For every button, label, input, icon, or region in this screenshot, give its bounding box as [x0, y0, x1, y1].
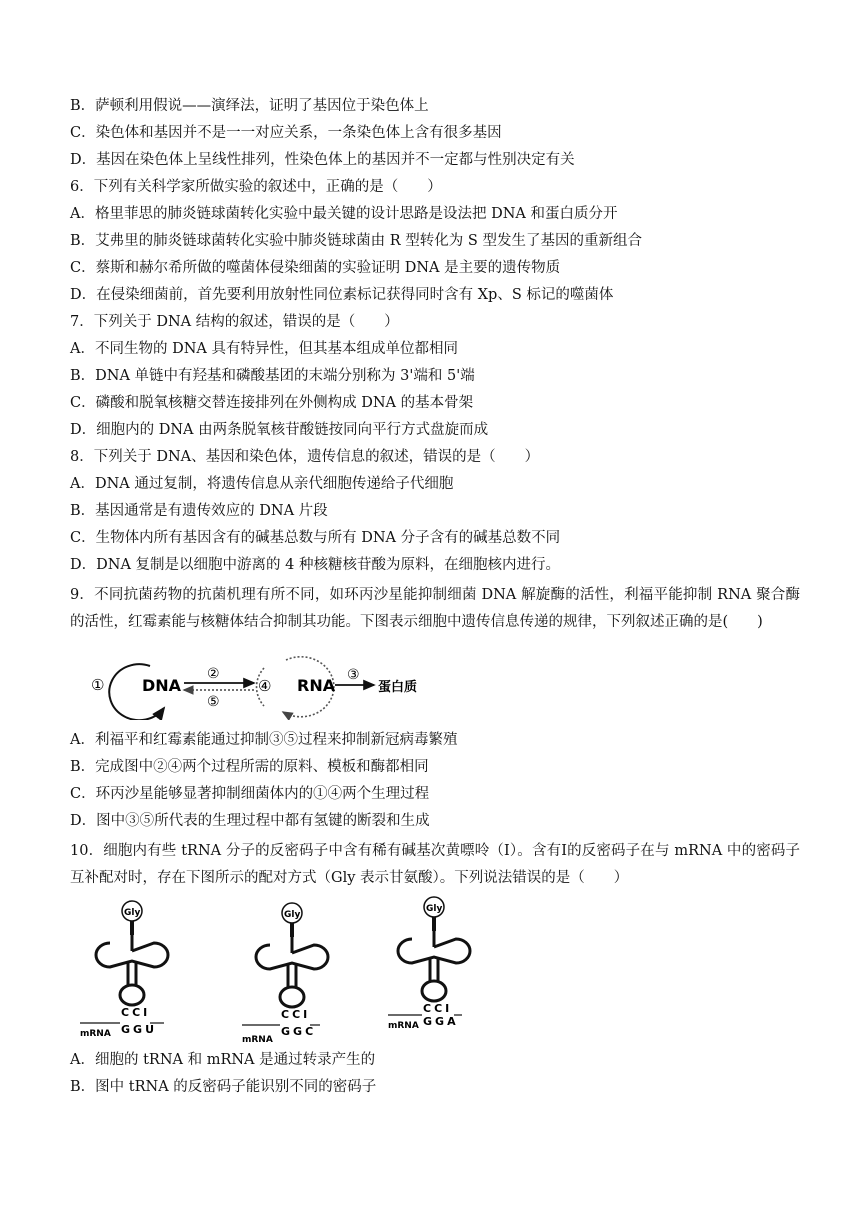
mrna-label-2: mRNA: [242, 1035, 273, 1045]
label-n5: ⑤: [207, 694, 220, 710]
q5-option-c: C．染色体和基因并不是一一对应关系，一条染色体上含有很多基因: [70, 125, 502, 141]
anticodon-2: C C I: [281, 1008, 308, 1021]
q7-stem: 7．下列关于 DNA 结构的叙述，错误的是（ ）: [70, 314, 399, 330]
q9-option-d: D．图中③⑤所代表的生理过程中都有氢键的断裂和生成: [70, 813, 430, 829]
amino-acid-label: Gly: [426, 904, 443, 914]
q5-option-d: D．基因在染色体上呈线性排列，性染色体上的基因并不一定都与性别决定有关: [70, 152, 575, 168]
q7-option-b: B．DNA 单链中有羟基和磷酸基团的末端分别称为 3'端和 5'端: [70, 368, 475, 384]
q10-option-a: A．细胞的 tRNA 和 mRNA 是通过转录产生的: [70, 1052, 376, 1068]
anticodon-3: C C I: [423, 1002, 450, 1015]
q7-option-c: C．磷酸和脱氧核糖交替连接排列在外侧构成 DNA 的基本骨架: [70, 395, 474, 411]
central-dogma-diagram: [86, 650, 426, 720]
q8-option-a: A．DNA 通过复制，将遗传信息从亲代细胞传递给子代细胞: [70, 476, 454, 492]
q8-option-b: B．基因通常是有遗传效应的 DNA 片段: [70, 503, 328, 519]
q7-option-d: D．细胞内的 DNA 由两条脱氧核苷酸链按同向平行方式盘旋而成: [70, 422, 489, 438]
q6-stem: 6．下列有关科学家所做实验的叙述中，正确的是（ ）: [70, 179, 442, 195]
mrna-label-3: mRNA: [388, 1021, 419, 1031]
trna-pairing-figure: [70, 895, 490, 1045]
amino-acid-label: Gly: [284, 910, 301, 920]
mrna-label-1: mRNA: [80, 1029, 111, 1039]
q10-option-b: B．图中 tRNA 的反密码子能识别不同的密码子: [70, 1079, 377, 1095]
q9-option-b: B．完成图中②④两个过程所需的原料、模板和酶都相同: [70, 759, 429, 775]
q6-option-d: D．在侵染细菌前，首先要利用放射性同位素标记获得同时含有 Xp、S 标记的噬菌体: [70, 287, 614, 303]
label-rna: RNA: [297, 676, 336, 695]
label-n4: ④: [258, 677, 272, 695]
q6-option-a: A．格里菲思的肺炎链球菌转化实验中最关键的设计思路是设法把 DNA 和蛋白质分开: [70, 206, 618, 222]
amino-acid-label: Gly: [124, 908, 141, 918]
codon-3: G G A: [423, 1015, 456, 1028]
trna-3: [388, 897, 470, 1031]
anticodon-1: C C I: [121, 1006, 148, 1019]
label-dna: DNA: [142, 676, 182, 695]
q9-option-a: A．利福平和红霉素能通过抑制③⑤过程来抑制新冠病毒繁殖: [70, 732, 458, 748]
trna-1: [80, 901, 168, 1039]
q8-option-c: C．生物体内所有基因含有的碱基总数与所有 DNA 分子含有的碱基总数不同: [70, 530, 561, 546]
label-n3: ③: [347, 667, 360, 683]
q8-option-d: D．DNA 复制是以细胞中游离的 4 种核糖核苷酸为原料，在细胞核内进行。: [70, 557, 560, 573]
q9-option-c: C．环丙沙星能够显著抑制细菌体内的①④两个生理过程: [70, 786, 430, 802]
q10-stem: 10．细胞内有些 tRNA 分子的反密码子中含有稀有碱基次黄嘌呤（Ⅰ）。含有Ⅰ的反密码子在与 mRNA 中的密码子互补配对时，存在下图所示的配对方式（Gly 表示甘氨酸）。下列说法错误的是（ ）: [70, 843, 800, 886]
label-n1: ①: [91, 676, 105, 694]
label-n2: ②: [207, 666, 220, 682]
q6-option-b: B．艾弗里的肺炎链球菌转化实验中肺炎链球菌由 R 型转化为 S 型发生了基因的重新组合: [70, 233, 642, 249]
q5-option-b: B．萨顿利用假说——演绎法，证明了基因位于染色体上: [70, 98, 429, 114]
q6-option-c: C．蔡斯和赫尔希所做的噬菌体侵染细菌的实验证明 DNA 是主要的遗传物质: [70, 260, 561, 276]
q7-option-a: A．不同生物的 DNA 具有特异性，但其基本组成单位都相同: [70, 341, 458, 357]
q9-stem: 9．不同抗菌药物的抗菌机理有所不同，如环丙沙星能抑制细菌 DNA 解旋酶的活性，利福平能抑制 RNA 聚合酶的活性，红霉素能与核糖体结合抑制其功能。下图表示细胞中遗传信息传递的规律，下列叙述正确的是( ): [70, 587, 800, 630]
codon-2: G G C: [281, 1025, 314, 1038]
codon-1: G G U: [121, 1023, 154, 1036]
trna-2: [242, 903, 328, 1045]
label-protein: 蛋白质: [378, 680, 418, 695]
q8-stem: 8．下列关于 DNA、基因和染色体，遗传信息的叙述，错误的是（ ）: [70, 449, 540, 465]
